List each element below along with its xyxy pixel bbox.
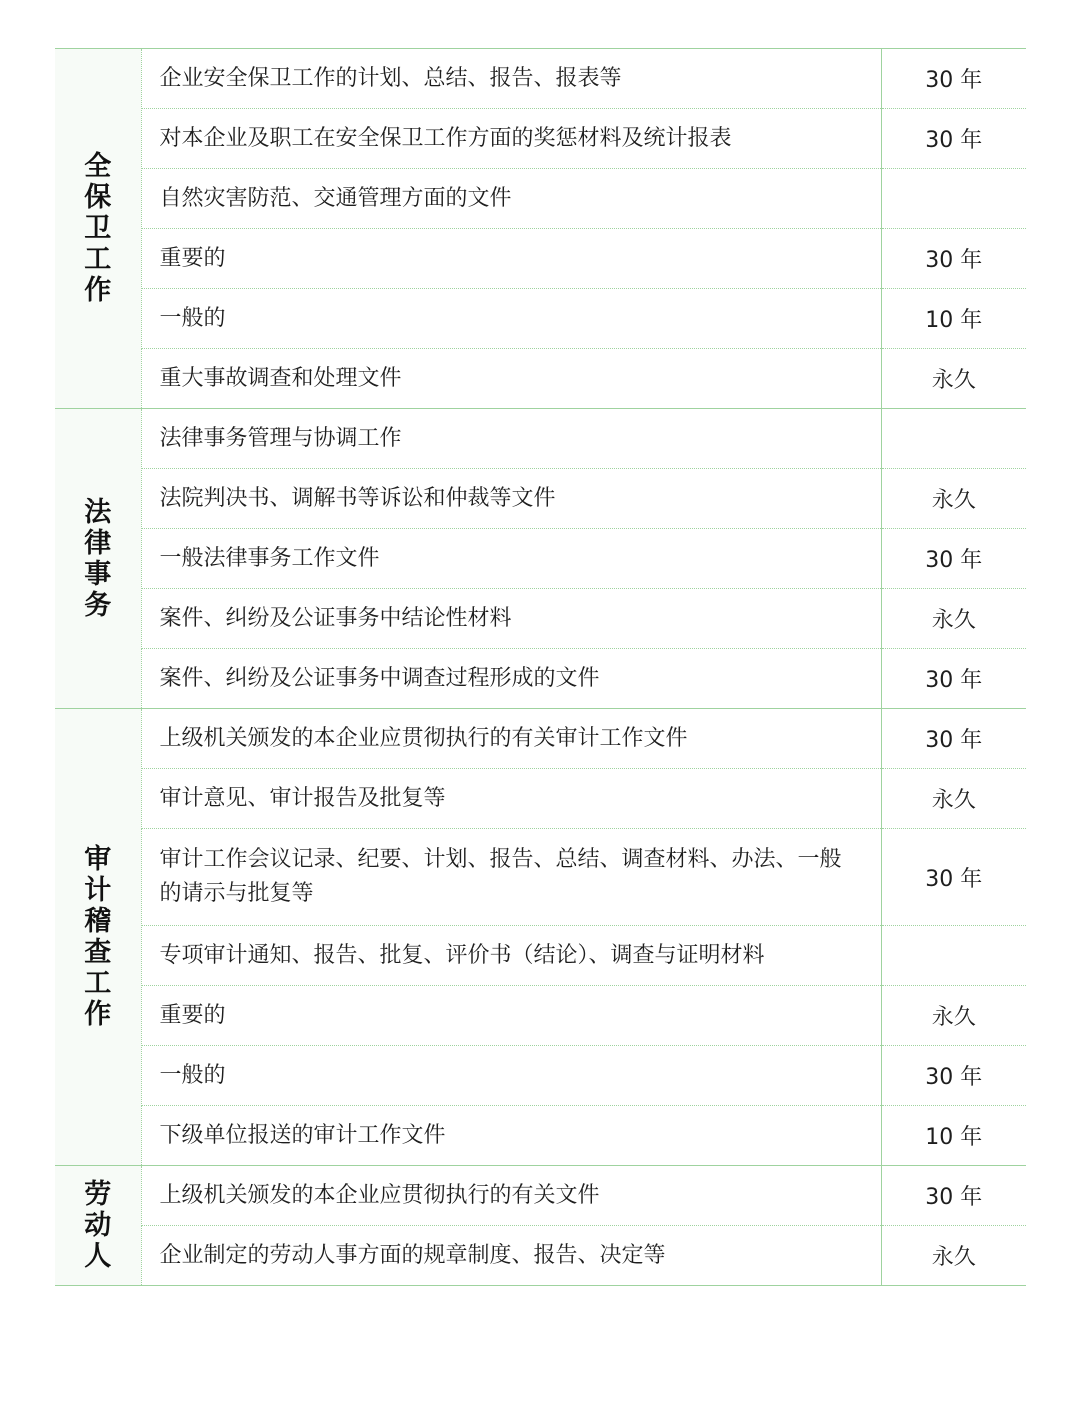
table-row [55, 986, 1026, 1046]
category-label: 全保卫工作 [84, 151, 112, 306]
table-row [55, 829, 1026, 926]
item-cell: 企业安全保卫工作的计划、总结、报告、报表等 [141, 49, 881, 109]
retention-term-cell: 30 年 [881, 709, 1026, 769]
table-row [55, 589, 1026, 649]
category-cell [55, 409, 141, 709]
retention-term-cell [881, 169, 1026, 229]
item-cell: 重要的 [141, 229, 881, 289]
category-label: 劳动人 [84, 1179, 112, 1272]
retention-term-cell: 永久 [881, 986, 1026, 1046]
retention-term-cell: 30 年 [881, 1046, 1026, 1106]
table-row [55, 649, 1026, 709]
item-cell: 法院判决书、调解书等诉讼和仲裁等文件 [141, 469, 881, 529]
category-cell [55, 49, 141, 409]
item-cell: 自然灾害防范、交通管理方面的文件 [141, 169, 881, 229]
item-cell: 一般法律事务工作文件 [141, 529, 881, 589]
item-cell: 对本企业及职工在安全保卫工作方面的奖惩材料及统计报表 [141, 109, 881, 169]
retention-term-cell [881, 926, 1026, 986]
item-cell: 一般的 [141, 1046, 881, 1106]
table-row [55, 49, 1026, 109]
table-row [55, 769, 1026, 829]
table-row [55, 1226, 1026, 1286]
table-row [55, 1046, 1026, 1106]
item-cell: 法律事务管理与协调工作 [141, 409, 881, 469]
retention-term-cell: 30 年 [881, 829, 1026, 926]
retention-schedule-table [55, 48, 1026, 1286]
table-row [55, 1166, 1026, 1226]
retention-term-cell: 永久 [881, 469, 1026, 529]
retention-term-cell: 30 年 [881, 649, 1026, 709]
table-row [55, 469, 1026, 529]
category-label: 审计稽查工作 [84, 844, 112, 1030]
item-cell: 专项审计通知、报告、批复、评价书（结论）、调查与证明材料 [141, 926, 881, 986]
item-cell: 案件、纠纷及公证事务中结论性材料 [141, 589, 881, 649]
retention-term-cell [881, 409, 1026, 469]
category-cell [55, 709, 141, 1166]
table-row [55, 289, 1026, 349]
item-cell: 重大事故调查和处理文件 [141, 349, 881, 409]
category-label: 法律事务 [84, 496, 112, 621]
item-cell: 上级机关颁发的本企业应贯彻执行的有关审计工作文件 [141, 709, 881, 769]
table-row [55, 709, 1026, 769]
table-row [55, 229, 1026, 289]
item-cell: 重要的 [141, 986, 881, 1046]
item-cell: 下级单位报送的审计工作文件 [141, 1106, 881, 1166]
retention-term-cell: 10 年 [881, 289, 1026, 349]
category-cell [55, 1166, 141, 1286]
retention-term-cell: 30 年 [881, 49, 1026, 109]
retention-term-cell: 30 年 [881, 1166, 1026, 1226]
table-row [55, 1106, 1026, 1166]
item-cell: 审计意见、审计报告及批复等 [141, 769, 881, 829]
table-row [55, 169, 1026, 229]
table-row [55, 109, 1026, 169]
retention-term-cell: 永久 [881, 349, 1026, 409]
item-cell: 审计工作会议记录、纪要、计划、报告、总结、调查材料、办法、一般的请示与批复等 [141, 829, 881, 926]
retention-term-cell: 30 年 [881, 229, 1026, 289]
retention-term-cell: 10 年 [881, 1106, 1026, 1166]
table-row [55, 409, 1026, 469]
retention-term-cell: 永久 [881, 589, 1026, 649]
retention-term-cell: 永久 [881, 769, 1026, 829]
table-row [55, 349, 1026, 409]
item-cell: 案件、纠纷及公证事务中调查过程形成的文件 [141, 649, 881, 709]
table-row [55, 529, 1026, 589]
retention-term-cell: 30 年 [881, 529, 1026, 589]
retention-term-cell: 永久 [881, 1226, 1026, 1286]
item-cell: 上级机关颁发的本企业应贯彻执行的有关文件 [141, 1166, 881, 1226]
item-cell: 一般的 [141, 289, 881, 349]
item-cell: 企业制定的劳动人事方面的规章制度、报告、决定等 [141, 1226, 881, 1286]
table-row [55, 926, 1026, 986]
retention-term-cell: 30 年 [881, 109, 1026, 169]
